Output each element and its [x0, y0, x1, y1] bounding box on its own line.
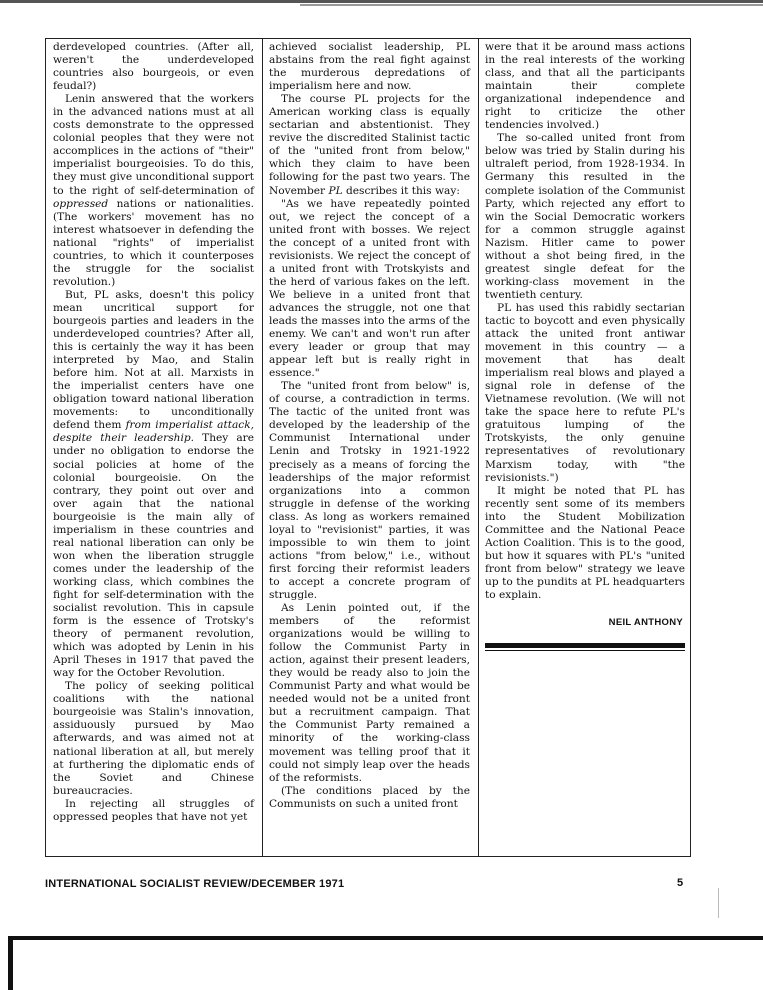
text-run: The course PL projects for the American working class is equally sectarian and abstentionist. They revive the discredited Stalinist tactic of the "united front from below," which they claim to have been following for the past two years. The November [269, 93, 470, 197]
text-run: The policy of seeking political coalitions with the national bourgeoisie was Stalin's innovation, assiduously pursued by Mao afterwards, and was aimed not at national liberation at all, but merely at furthering the diplomatic ends of the Soviet and Chinese bureaucracies. [53, 680, 254, 797]
text-run: "As we have repeatedly pointed out, we reject the concept of a united front with bosses. We reject the concept of a united front with revisionists. We reject the concept of a united front with Trotskyists and the herd of various fakes on the left. We believe in a united front that advances the struggle, not one that leads the masses into the arms of the enemy. We can't and won't run after every leader or group that may appear left but is really right in essence." [269, 197, 470, 380]
paragraph [53, 41, 254, 93]
paragraph [485, 132, 685, 302]
text-run: They are under no obligation to endorse the social policies at home of the colonial bourgeoisie. On the contrary, they point out over and over again that the national bourgeoisie is the main ally of imperialism in these countries and real national liberation can only be won when the liberation struggle comes under the leadership of the working class, which combines the fight for self-determination with the socialist revolution. This in capsule form is the essence of Trotsky's theory of permanent revolution, which was adopted by Lenin in his April Theses in 1917 that paved the way for the October Revolution. [53, 432, 255, 680]
text-run: describes it this way: [342, 184, 460, 197]
paragraph [53, 289, 254, 680]
emphasized-text: oppressed [53, 197, 109, 210]
scan-corner-mark [0, 936, 763, 990]
text-run: It might be noted that PL has recently sent some of its members into the Student Mobilization Committee and the National Peace Action Coalition. This is to the good, but how it squares with PL's "united front from below" strategy we leave up to the pundits at PL headquarters to explain. [485, 484, 685, 601]
text-run: PL has used this rabidly sectarian tactic to boycott and even physically attack the united front antiwar movement in this country — a movement that has dealt imperialism real blows and played a signal role in defense of the Vietnamese revolution. (We will not take the space here to refute PL's gratuitous lumping of the Trotskyists, the only genuine representatives of revolutionary Marxism today, with "the revisionists.") [485, 301, 685, 484]
emphasized-text: PL [328, 184, 343, 197]
paragraph [53, 798, 254, 824]
text-run: As Lenin pointed out, if the members of the reformist organizations would be willing to follow the Communist Party in action, against their present leaders, they would be ready also to join the Communist Party and what would be needed would not be a united front but a recruitment campaign. That the Communist Party remained a minority of the working-class movement was telling proof that it could not simply leap over the heads of the reformists. [269, 602, 470, 784]
author-signature: NEIL ANTHONY [608, 617, 683, 629]
text-column-2 [262, 39, 474, 856]
paragraph [485, 485, 685, 602]
text-run: The so-called united front from below was tried by Stalin during his ultraleft period, from 1928-1934. In Germany this resulted in the complete isolation of the Communist Party, which rejected any effort to win the Social Democratic workers for a common struggle against Nazism. Hitler came to power without a shot being fired, in the greatest single defeat for the working-class movement in the twentieth century. [485, 132, 685, 301]
text-run: But, PL asks, doesn't this policy mean uncritical support for bourgeois parties and leaders in the underdeveloped countries? After all, this is certainly the way it has been interpreted by Mao, and Stalin before him. Not at all. Marxists in the imperialist centers have one obligation toward national liberation movements: to unconditionally defend them [53, 288, 254, 432]
end-of-article-rule [485, 643, 685, 651]
paragraph [53, 93, 254, 289]
text-run: (The conditions placed by the Communists on such a united front [269, 784, 470, 810]
text-run: derdeveloped countries. (After all, weren't the underdeveloped countries also bourgeois, or even feudal?) [53, 41, 254, 93]
text-column-1 [46, 39, 258, 856]
paragraph [485, 302, 685, 485]
paragraph [269, 602, 470, 785]
page-number: 5 [677, 877, 684, 889]
text-run: nations or nationalities. (The workers' movement has no interest whatsoever in defending the national "rights" of imperialist countries, to which it counterposes the struggle for the socialist revolution.) [53, 197, 254, 288]
text-run: Lenin answered that the workers in the advanced nations must at all costs demonstrate to the oppressed colonial peoples that they were not accomplices in the actions of "their" imperialist bourgeoisies. To do this, they must give unconditional support to the right of self-determination of [53, 93, 254, 197]
article-frame [45, 38, 691, 857]
column-3-paragraphs [485, 41, 685, 602]
text-run: In rejecting all struggles of oppressed peoples that have not yet [53, 797, 254, 823]
text-column-3 [478, 39, 690, 856]
paragraph [485, 41, 685, 132]
running-footer-publication: INTERNATIONAL SOCIALIST REVIEW/DECEMBER 1971 [45, 878, 345, 890]
paragraph [269, 198, 470, 381]
scan-top-edge [0, 0, 763, 9]
paragraph [269, 380, 470, 602]
paragraph [269, 41, 470, 93]
emphasized-text: from imperialist attack, despite their leadership. [53, 419, 254, 445]
paragraph [53, 680, 254, 797]
paragraph [269, 93, 470, 197]
margin-scan-mark [718, 888, 719, 918]
paragraph [269, 785, 470, 811]
text-run: achieved socialist leadership, PL abstains from the real fight against the murderous depredations of imperialism here and now. [269, 41, 470, 93]
text-run: The "united front from below" is, of course, a contradiction in terms. The tactic of the united front was developed by the leadership of the Communist International under Lenin and Trotsky in 1921-1922 precisely as a means of forcing the leaderships of the major reformist organizations into a common struggle in defense of the working class. As long as workers remained loyal to "revisionist" parties, it was impossible to win them to joint actions "from below," i.e., without first forcing their reformist leaders to accept a concrete program of struggle. [269, 380, 470, 601]
text-run: were that it be around mass actions in the real interests of the working class, and that all the participants maintain their complete organizational independence and right to criticize the other tendencies involved.) [485, 41, 685, 132]
